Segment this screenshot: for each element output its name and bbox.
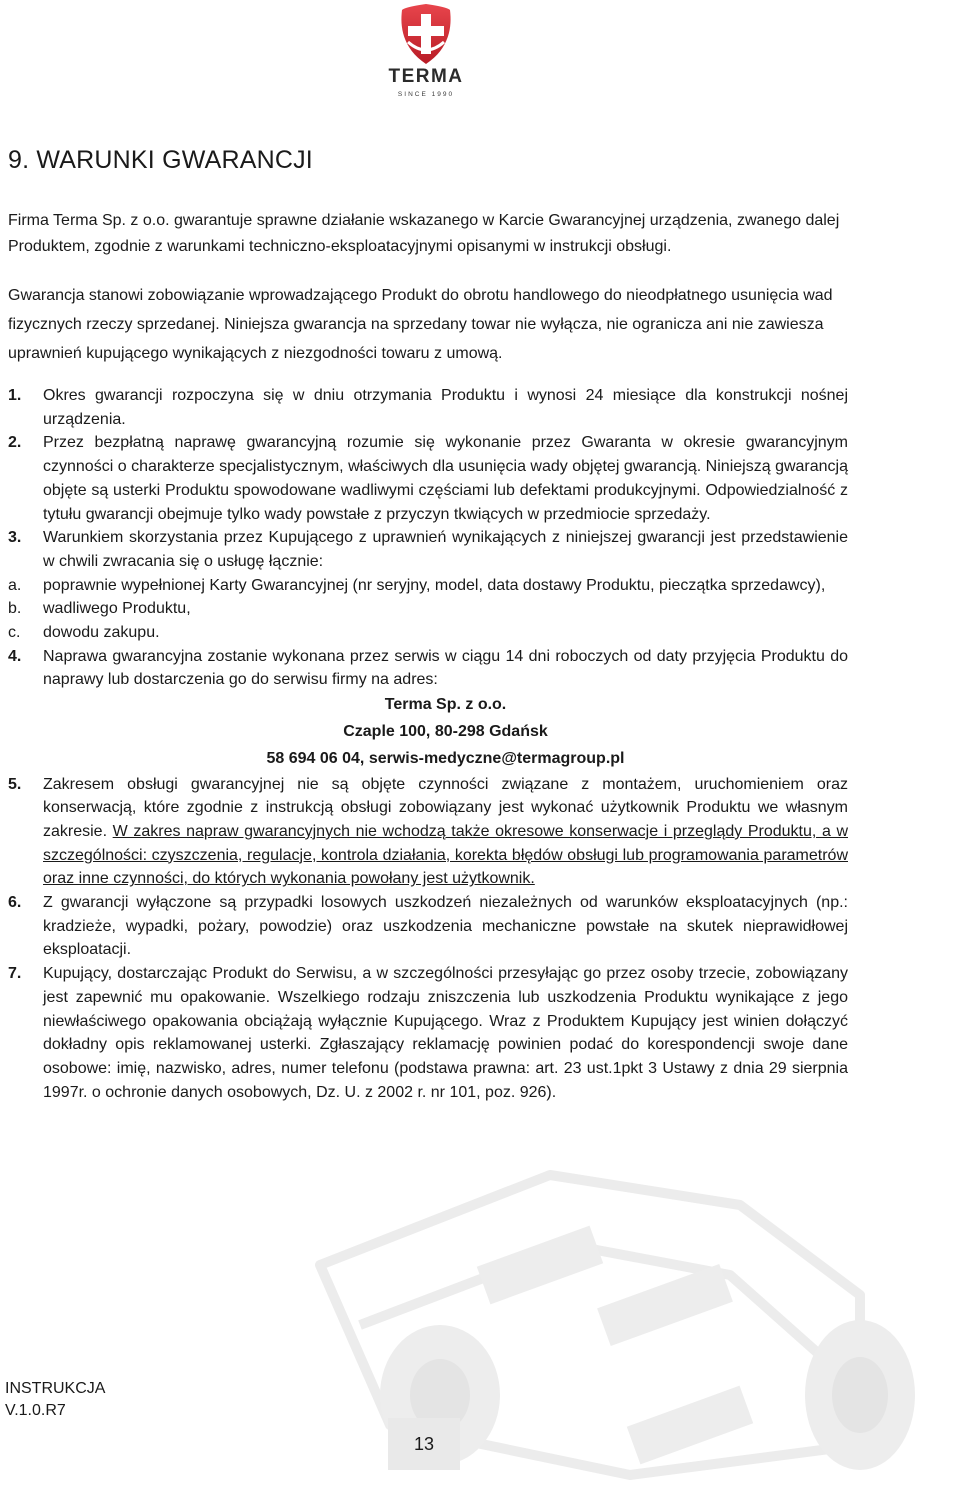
list-item — [8, 962, 848, 1104]
item-number: 6. — [8, 894, 22, 912]
intro-paragraph-2: Gwarancja stanowi zobowiązanie wprowadzającego Produkt do obrotu handlowego do nieodpłatnego usunięcia wad fizycznych rzeczy sprzedanej. Niniejsza gwarancja na sprzedany towar nie wyłącza, nie ogranicza ani nie zawiesza uprawnień kupującego wynikających z niezgodności towaru z umową. — [8, 287, 833, 362]
item-text: Z gwarancji wyłączone są przypadki losowych uszkodzeń niezależnych od warunków eksploatacyjnych (np.: kradzieże, wypadki, pożary, powodzie) oraz uszkodzenia mechaniczne powstałe na skutek nieprawidłowej eksploatacji. — [43, 894, 848, 959]
section-heading: 9. WARUNKI GWARANCJI — [8, 146, 313, 174]
list-item — [8, 645, 848, 692]
item-text: Naprawa gwarancyjna zostanie wykonana przez serwis w ciągu 14 dni roboczych od daty przyjęcia Produktu do naprawy lub dostarczenia go do serwisu firmy na adres: — [43, 647, 848, 689]
item-number: 7. — [8, 965, 22, 983]
item-text: dowodu zakupu. — [43, 624, 160, 642]
terma-logo — [368, 2, 484, 98]
item-text: Zakresem obsługi gwarancyjnej nie są objęte czynności związane z montażem, uruchomieniem oraz konserwacją, które zgodnie z instrukcją obsługi zobowiązany jest wykonać użytkownik Produktu we własnym zakresie. — [43, 775, 848, 840]
item-number: 5. — [8, 775, 22, 793]
list-item — [8, 597, 848, 621]
list-item — [8, 526, 848, 573]
list-item — [8, 773, 848, 892]
item-number: 2. — [8, 434, 22, 452]
item-number: 4. — [8, 647, 22, 665]
intro-paragraph-1: Firma Terma Sp. z o.o. gwarantuje sprawne działanie wskazanego w Karcie Gwarancyjnej urządzenia, zwanego dalej Produktem, zgodnie z warunkami techniczno-eksploatacyjnymi opisanymi w instrukcji obsługi. — [8, 212, 840, 255]
logo-tagline: SINCE 1990 — [397, 91, 455, 98]
list-item — [8, 431, 848, 526]
item-text: Kupujący, dostarczając Produkt do Serwisu, a w szczególności przesyłając go przez osoby trzecie, zobowiązany jest zapewnić mu opakowanie. Wszelkiego rodzaju zniszczenia lub uszkodzenia Produktu wynikające z jego niewłaściwego opakowania obciążają wyłącznie Kupującego. Wraz z Produktem Kupujący jest winien dołączyć dokładny opis reklamowanej usterki. Zgłaszający reklamację powinien podać do korespondencji swoje dane osobowe: imię, nazwisko, adres, numer telefonu (podstawa prawna: art. 23 ust.1pkt 3 Ustawy z dnia 29 sierpnia 1997r. o ochronie danych osobowych, Dz. U. z 2002 r. nr 101, poz. 926). — [43, 965, 848, 1101]
warranty-conditions-list — [8, 384, 848, 1104]
item-text: Okres gwarancji rozpoczyna się w dniu otrzymania Produktu i wynosi 24 miesiące dla konstrukcji nośnej urządzenia. — [43, 387, 848, 428]
item-letter: b. — [8, 600, 22, 618]
service-address — [8, 692, 848, 772]
item-number: 1. — [8, 387, 22, 404]
list-item — [8, 621, 848, 645]
list-item — [8, 574, 848, 598]
item-text: wadliwego Produktu, — [43, 600, 191, 618]
logo-wordmark: TERMA — [388, 66, 464, 87]
item-letter: c. — [8, 624, 21, 642]
address-company: Terma Sp. z o.o. — [384, 696, 507, 714]
item-underlined-text: W zakres napraw gwarancyjnych nie wchodzą także okresowe konserwacje i przeglądy Produktu, a w szczególności: czyszczenia, regulacje, kontrola działania, korekta błędów obsługi lub programowania parametrów oraz inne czynności, do których wykonania powołany jest użytkownik. — [43, 822, 848, 888]
item-letter: a. — [8, 576, 22, 594]
item-text: Przez bezpłatną naprawę gwarancyjną rozumie się wykonanie przez Gwaranta w okresie gwarancyjnym czynności o charakterze specjalistycznym, właściwych dla usunięcia wady objętej gwarancją. Niniejszą gwarancją objęte są usterki Produktu spowodowane wadliwymi częściami lub defektami produkcyjnymi. Odpowiedzialność z tytułu gwarancji obejmuje tylko wady powstałe z przyczyn tkwiących w przedmiocie sprzedaży. — [43, 434, 848, 523]
footer-doc-type: INSTRUKCJA — [5, 1380, 106, 1397]
document-footer — [5, 1378, 105, 1422]
address-contact: 58 694 06 04, serwis-medyczne@termagroup.pl — [266, 749, 625, 767]
list-item — [8, 891, 848, 962]
item-text: poprawnie wypełnionej Karty Gwarancyjnej (nr seryjny, model, data dostawy Produktu, pieczątka sprzedawcy), — [43, 576, 826, 594]
terma-logo-graphic — [368, 2, 484, 98]
address-street: Czaple 100, 80-298 Gdańsk — [343, 722, 548, 740]
item-text: Warunkiem skorzystania przez Kupującego z uprawnień wynikających z niniejszej gwarancji jest przedstawienie w chwili zwracania się o usługę łącznie: — [43, 529, 848, 570]
page-number: 13 — [388, 1418, 460, 1470]
list-item — [8, 384, 848, 431]
footer-version: V.1.0.R7 — [5, 1402, 66, 1419]
item-number: 3. — [8, 529, 22, 547]
